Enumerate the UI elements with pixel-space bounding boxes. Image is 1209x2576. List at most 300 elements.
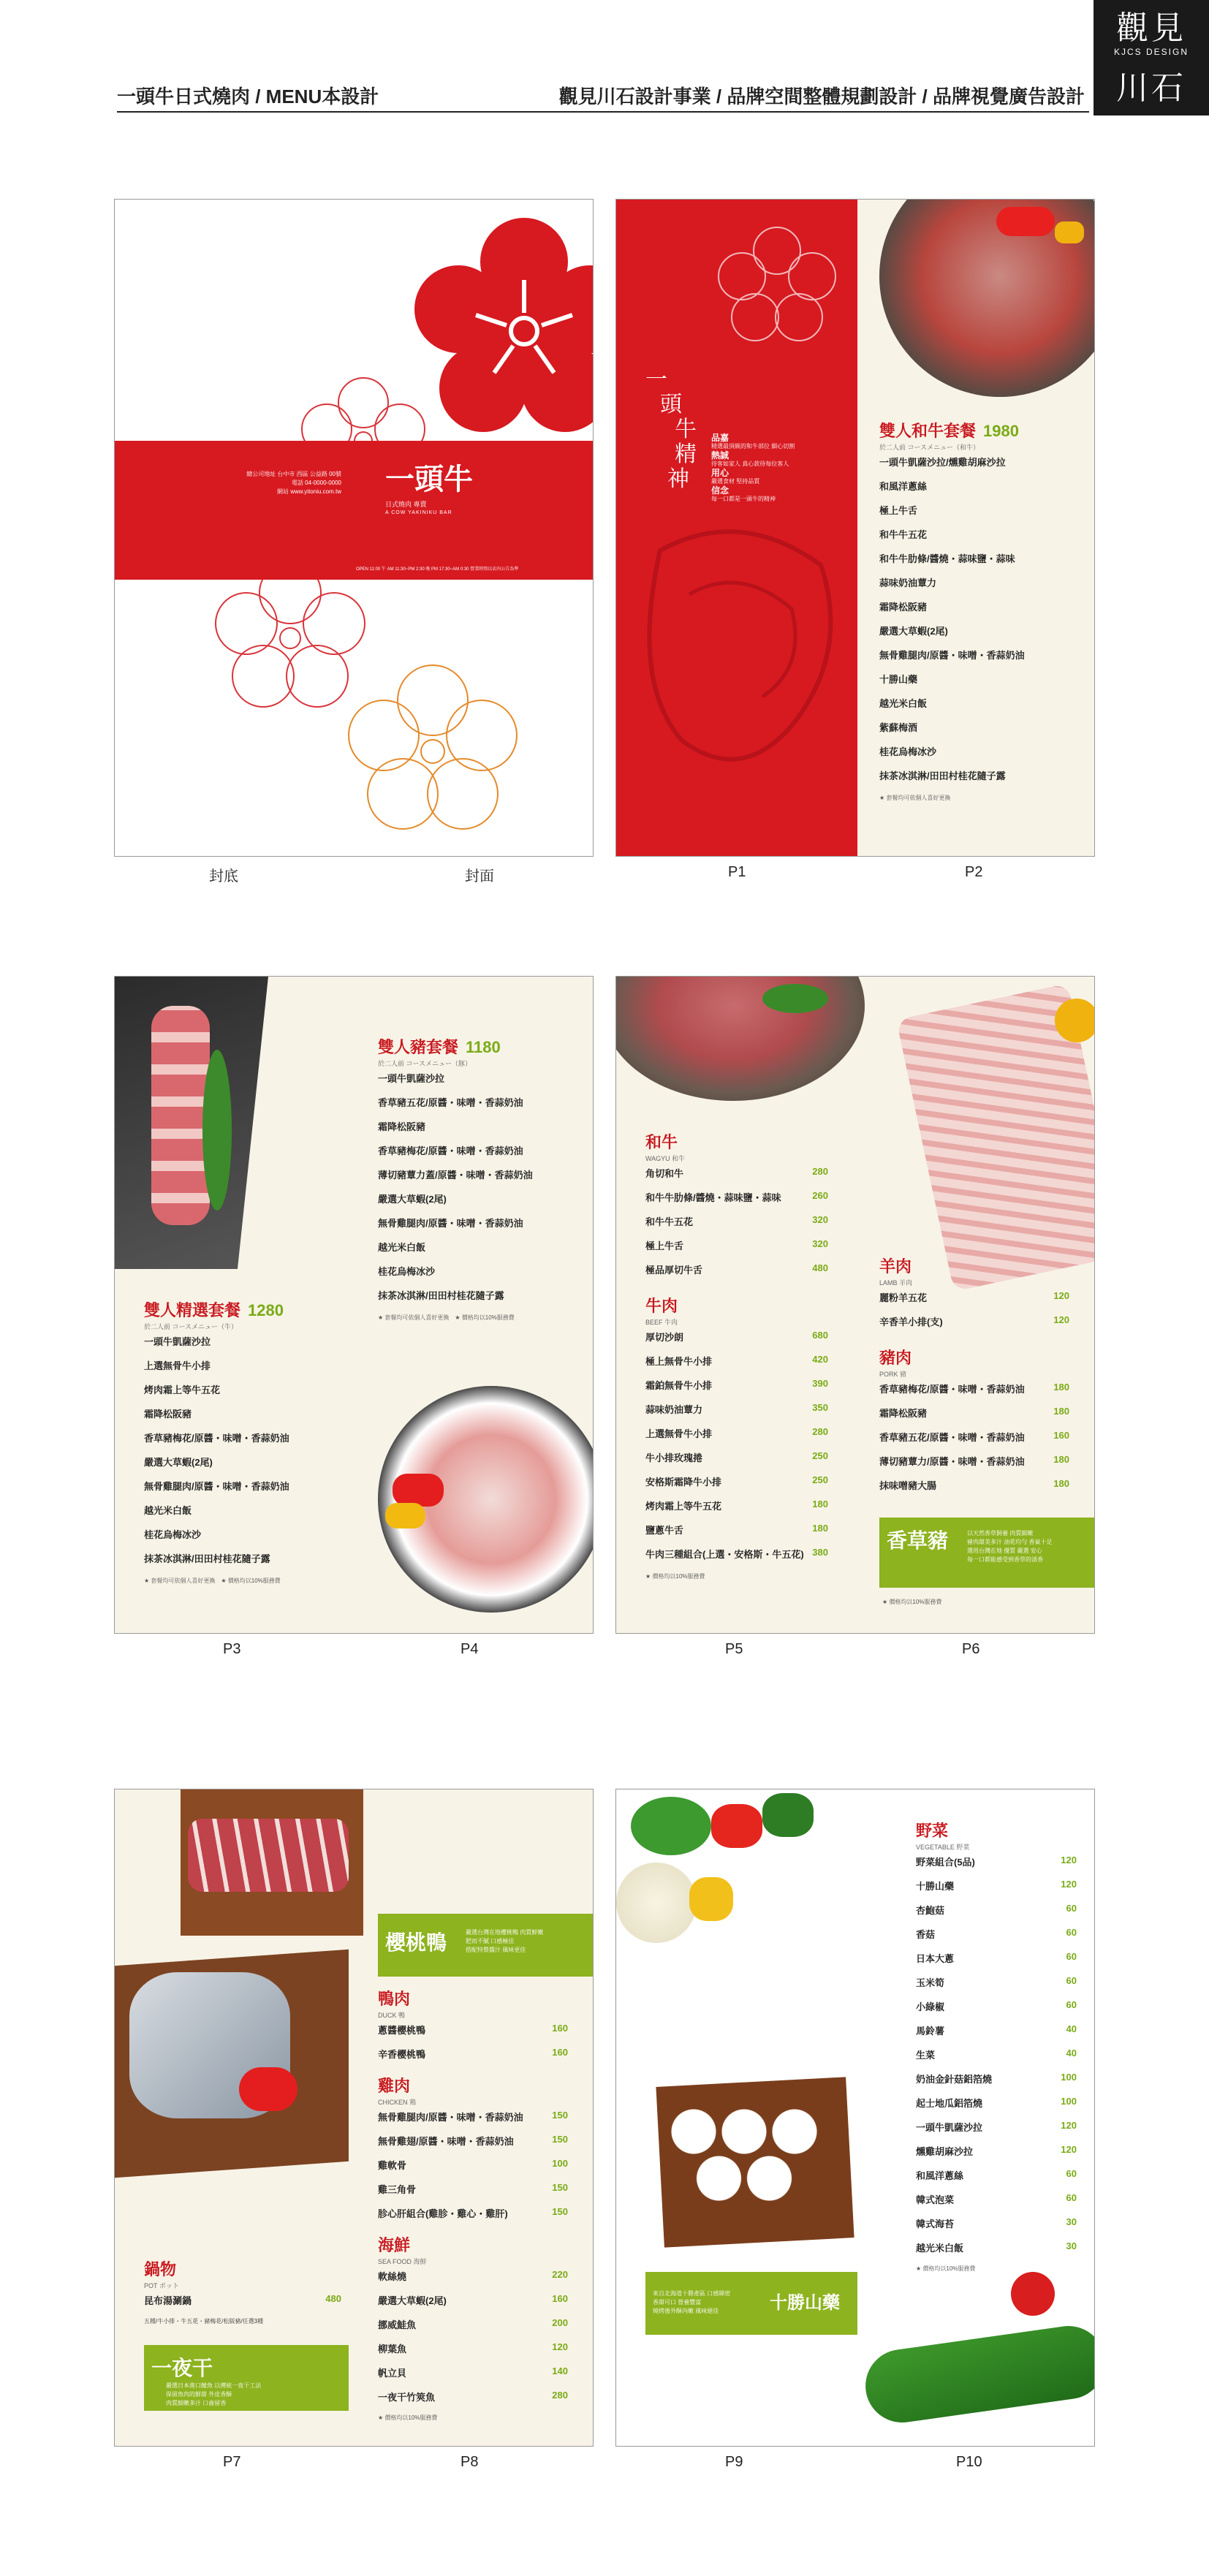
menu-item-price: 180 — [1053, 1478, 1069, 1489]
menu-item — [144, 2293, 341, 2307]
cover-red-band — [115, 441, 594, 580]
p3-leaf-image — [202, 1050, 232, 1211]
menu-item — [645, 1262, 828, 1276]
p5-menu — [645, 1130, 828, 1580]
cover-contact-line: OPEN 11:00 午 AM 11:30~PM 2:30 晚 PM 17:30~AM 0:30 營業時間以店內公告為準 — [356, 567, 519, 572]
menu-item — [378, 1216, 575, 1230]
menu-item-price: 140 — [552, 2365, 568, 2376]
menu-item — [916, 2168, 1077, 2182]
menu-item — [879, 648, 1077, 662]
menu-item-price: 60 — [1066, 2168, 1077, 2179]
menu-item — [144, 1406, 341, 1420]
menu-item — [879, 455, 1077, 469]
menu-item-price: 100 — [1061, 2096, 1077, 2107]
menu-item-spacer — [144, 1541, 341, 1548]
addr-line: 網站 www.yitoniu.com.tw — [276, 488, 341, 495]
menu-item-spacer — [879, 662, 1077, 669]
menu-item-name: 香菇 — [916, 1929, 936, 1940]
menu-item-spacer — [378, 1254, 575, 1261]
label-p8: P8 — [461, 2454, 479, 2470]
menu-item-spacer — [916, 2182, 1077, 2189]
logo-sub-text: KJCS DESIGN — [1113, 47, 1189, 57]
menu-item — [144, 1334, 341, 1348]
menu-item — [378, 2206, 568, 2220]
menu-item-name: 抹茶冰淇淋/田田村桂花隨子露 — [144, 1553, 270, 1564]
green-text-line: 每一口都能感受到香草的清香 — [967, 1556, 1043, 1563]
menu-item-price: 180 — [812, 1499, 828, 1509]
p4-pepper-image-2 — [385, 1503, 425, 1528]
menu-item-name: 無骨雞腿肉/原醬・味噌・香蒜奶油 — [144, 1481, 289, 1492]
menu-item — [144, 1479, 341, 1493]
menu-item-name: 薄切豬蕈力蓋/原醬・味噌・香蒜奶油 — [378, 1170, 533, 1181]
menu-item-price: 160 — [1053, 1430, 1069, 1441]
menu-item-name: 柳葉魚 — [378, 2344, 407, 2355]
menu-item-name: 野菜組合(5品) — [916, 1857, 975, 1868]
menu-item-name: 蔥醬櫻桃鴨 — [378, 2025, 426, 2036]
green-text-line: 肉質細嫩多汁 口齒留香 — [166, 2400, 227, 2406]
menu-item-name: 上選無骨牛小排 — [144, 1360, 211, 1371]
logo-bottom-text: 川石 — [1116, 69, 1186, 107]
p9-vegetables-image — [616, 1789, 835, 1980]
p8-duck-list — [378, 2023, 568, 2068]
menu-item — [879, 1406, 1069, 1420]
menu-item-name: 和牛牛五花 — [645, 1216, 694, 1227]
menu-item-name: 抹茶冰淇淋/田田村桂花隨子露 — [378, 1290, 504, 1301]
menu-item-name: 越光米白飯 — [144, 1505, 192, 1516]
label-p10: P10 — [956, 2454, 982, 2470]
menu-item — [916, 2216, 1077, 2230]
menu-item — [879, 1478, 1069, 1492]
menu-item — [645, 1214, 828, 1228]
menu-item — [879, 720, 1077, 734]
menu-item-spacer — [378, 2148, 568, 2155]
p8-chicken-sub: CHICKEN 鶏 — [378, 2099, 417, 2106]
p4-item-list — [378, 1071, 575, 1309]
p6-green-text — [967, 1529, 1091, 1564]
menu-item-spacer — [378, 1157, 575, 1164]
menu-item — [916, 2120, 1077, 2134]
menu-item-price: 420 — [812, 1354, 828, 1365]
menu-item-spacer — [879, 469, 1077, 476]
menu-item-price: 60 — [1066, 1927, 1077, 1938]
menu-item-name: 奶油金針菇鋁箔燒 — [916, 2074, 993, 2085]
menu-item — [378, 1264, 575, 1278]
menu-item-name: 上選無骨牛小排 — [645, 1428, 713, 1439]
menu-item — [879, 575, 1077, 589]
poem-heading: 品嘉 — [711, 433, 729, 443]
menu-item-name: 和牛牛五花 — [879, 529, 928, 540]
menu-item-spacer — [378, 2124, 568, 2131]
menu-item-price: 380 — [812, 1547, 828, 1558]
label-p4: P4 — [461, 1641, 479, 1657]
p3-item-list — [144, 1334, 341, 1572]
menu-item — [378, 1095, 575, 1109]
p10-note: ★ 價格均以10%服務費 — [916, 2265, 976, 2272]
p4-pepper-image — [393, 1474, 444, 1507]
menu-item — [916, 2192, 1077, 2206]
menu-item-name: 桂花烏梅冰沙 — [144, 1529, 202, 1540]
p5-beef-title: 牛肉 — [645, 1297, 678, 1315]
menu-item-spacer — [378, 1205, 575, 1213]
menu-item-spacer — [378, 1109, 575, 1116]
menu-item-name: 無骨雞腿肉/原醬・味噌・香蒜奶油 — [879, 650, 1025, 661]
menu-item-name: 桂花烏梅冰沙 — [378, 1266, 436, 1277]
menu-item-price: 150 — [552, 2182, 568, 2193]
menu-item — [879, 744, 1077, 758]
menu-item-spacer — [645, 1537, 828, 1544]
logo-top-text: 觀見 — [1116, 10, 1186, 47]
outline-flower-graphic-3 — [334, 653, 531, 850]
menu-item-price: 480 — [325, 2293, 341, 2304]
menu-item-name: 香草豬梅花/原醬・味噌・香蒜奶油 — [144, 1433, 289, 1444]
menu-item — [645, 1547, 828, 1561]
menu-item-spacer — [879, 734, 1077, 741]
menu-item-price: 180 — [1053, 1406, 1069, 1417]
menu-item-price: 680 — [812, 1330, 828, 1341]
poem-line: 嚴選食材 堅持品質 — [711, 478, 760, 485]
p3-set-price: 1280 — [248, 1301, 284, 1319]
menu-item-price: 250 — [812, 1474, 828, 1485]
menu-item-name: 極品厚切牛舌 — [645, 1265, 703, 1276]
menu-item-spacer — [144, 1444, 341, 1452]
p7-green-panel — [144, 2345, 349, 2411]
green-text-line: 以天然香草飼養 肉質細嫩 — [967, 1530, 1034, 1537]
menu-item-name: 雞三角骨 — [378, 2184, 417, 2195]
menu-item — [916, 2096, 1077, 2110]
p1-title-char: 精 — [675, 442, 697, 467]
menu-item-price: 160 — [552, 2293, 568, 2304]
cauliflower-image — [616, 1863, 697, 1943]
p6-note: ★ 價格均以10%服務費 — [882, 1599, 942, 1605]
addr-line: 電話 04-0000-0000 — [291, 480, 341, 486]
p8-seafood-list — [378, 2269, 568, 2411]
p6-green-title: 香草豬 — [887, 1528, 949, 1553]
menu-item-spacer — [378, 2061, 568, 2068]
menu-item-name: 越光米白飯 — [916, 2243, 964, 2254]
menu-item — [378, 2365, 568, 2379]
p8-menu — [378, 1987, 568, 2422]
menu-item — [645, 1523, 828, 1537]
menu-item-name: 麗粉羊五花 — [879, 1292, 928, 1303]
menu-item-price: 100 — [552, 2158, 568, 2169]
menu-item-name: 嚴選大草蝦(2尾) — [879, 626, 948, 637]
menu-item-name: 香草豬五花/原醬・味噌・香蒜奶油 — [378, 1097, 523, 1108]
menu-item-name: 一頭牛凱薩沙拉 — [378, 1073, 445, 1084]
menu-item-name: 馬鈴薯 — [916, 2026, 945, 2037]
menu-item-spacer — [645, 1204, 828, 1211]
menu-item-spacer — [916, 1941, 1077, 1948]
p5-wagyu-title: 和牛 — [645, 1133, 678, 1151]
poem-line: 待客如家人 真心款待每位客人 — [711, 461, 789, 467]
menu-item — [144, 1527, 341, 1541]
menu-item-spacer — [645, 1512, 828, 1520]
menu-item-spacer — [378, 1085, 575, 1092]
menu-item-name: 嚴選大草蝦(2尾) — [378, 1194, 447, 1205]
label-p2: P2 — [965, 864, 983, 880]
menu-item — [879, 768, 1077, 782]
menu-item — [645, 1166, 828, 1180]
menu-item-price: 60 — [1066, 1951, 1077, 1962]
menu-item-price: 150 — [552, 2206, 568, 2217]
menu-item-name: 霜降松阪豬 — [378, 1121, 426, 1132]
menu-item-name: 安格斯霜降牛小排 — [645, 1477, 722, 1488]
menu-item-name: 辛香羊小排(支) — [879, 1317, 943, 1327]
menu-item-name: 蒜味奶油蕈力 — [645, 1404, 703, 1415]
menu-item — [916, 1975, 1077, 1989]
menu-item-price: 30 — [1066, 2216, 1077, 2227]
menu-item-spacer — [879, 541, 1077, 548]
menu-item — [378, 1071, 575, 1085]
p4-set-title: 雙人豬套餐 — [378, 1038, 459, 1056]
label-p3: P3 — [223, 1641, 241, 1657]
menu-item-name: 一夜干竹筴魚 — [378, 2392, 436, 2403]
menu-item — [378, 2293, 568, 2307]
poem-heading: 信念 — [711, 485, 729, 496]
menu-item-name: 越光米白飯 — [378, 1242, 426, 1253]
menu-item — [879, 1314, 1069, 1328]
menu-item-spacer — [645, 1416, 828, 1423]
menu-item-price: 120 — [1061, 2144, 1077, 2155]
header-left-title: 一頭牛日式燒肉 / MENU本設計 — [117, 86, 379, 107]
menu-item — [645, 1354, 828, 1368]
p3-p4-spread — [114, 976, 594, 1634]
menu-item-price: 280 — [812, 1426, 828, 1437]
menu-item-price: 150 — [552, 2134, 568, 2145]
p5-wagyu-list — [645, 1166, 828, 1284]
menu-item-spacer — [916, 2230, 1077, 2238]
menu-item-spacer — [916, 1893, 1077, 1900]
menu-item-name: 厚切沙朗 — [645, 1332, 684, 1343]
green-text-line: 香甜可口 營養豐富 — [653, 2299, 702, 2306]
p4-note: ★ 套餐均可依個人喜好更換 ★ 價格均以10%服務費 — [378, 1314, 515, 1321]
menu-item-spacer — [645, 1392, 828, 1399]
label-back-cover: 封底 — [209, 868, 238, 884]
menu-item — [879, 527, 1077, 541]
menu-item-name: 桂花烏梅冰沙 — [879, 746, 937, 757]
p9-p10-spread — [615, 1789, 1095, 2447]
menu-item-spacer — [144, 2307, 341, 2314]
menu-item-price: 220 — [552, 2269, 568, 2280]
menu-item-spacer — [879, 637, 1077, 645]
menu-item — [378, 1240, 575, 1254]
green-text-line: 保留魚肉的鮮甜 外皮香酥 — [166, 2391, 232, 2398]
menu-item-spacer — [916, 2158, 1077, 2165]
menu-item-spacer — [144, 1420, 341, 1428]
menu-item — [916, 1879, 1077, 1893]
menu-item-name: 無骨雞翅/原醬・味噌・香蒜奶油 — [378, 2136, 514, 2147]
p5-p6-spread — [615, 976, 1095, 1634]
menu-item-name: 雞軟骨 — [378, 2160, 407, 2171]
p10-red-pepper-image — [1011, 2272, 1055, 2316]
poem-heading: 熱誠 — [711, 450, 729, 461]
menu-item-name: 一頭牛凱薩沙拉 — [144, 1336, 211, 1347]
p6-pepper-image — [1055, 999, 1095, 1042]
menu-item — [144, 1431, 341, 1444]
menu-item-spacer — [144, 1396, 341, 1403]
p7-duck-slices-image — [188, 1819, 349, 1892]
menu-item-name: 玉米筍 — [916, 1977, 945, 1988]
p8-duck-sub: DUCK 鴨 — [378, 2012, 406, 2019]
menu-item — [916, 2240, 1077, 2254]
menu-item-name: 帆立貝 — [378, 2368, 407, 2379]
menu-item-price: 120 — [1053, 1290, 1069, 1301]
p8-chicken-title: 雞肉 — [378, 2077, 411, 2095]
menu-item — [879, 1382, 1069, 1395]
p8-duck-green-title: 櫻桃鴨 — [385, 1931, 447, 1955]
menu-item — [378, 1119, 575, 1133]
menu-item-spacer — [879, 1444, 1069, 1451]
menu-item-name: 蒜味奶油蕈力 — [879, 577, 937, 588]
menu-item-price: 30 — [1066, 2240, 1077, 2251]
p1-title-char: 頭 — [660, 392, 682, 417]
menu-item — [879, 479, 1077, 493]
menu-item-spacer — [378, 2283, 568, 2290]
menu-item-name: 一頭牛凱薩沙拉/燻雞胡麻沙拉 — [879, 457, 1006, 468]
menu-item — [144, 1455, 341, 1469]
p3-menu — [144, 1298, 341, 1585]
addr-line: 總公司地址 台中市 西區 公益路 00號 — [246, 471, 341, 477]
menu-item-spacer — [916, 1989, 1077, 1996]
menu-item — [144, 1358, 341, 1372]
p8-duck-green-panel — [378, 1914, 594, 1977]
p6-lamb-title: 羊肉 — [879, 1257, 912, 1276]
menu-item-price: 100 — [1061, 2072, 1077, 2083]
cover-spread — [114, 199, 594, 857]
menu-item-spacer — [879, 1328, 1069, 1336]
menu-item — [645, 1190, 828, 1204]
menu-item-spacer — [144, 1372, 341, 1379]
menu-item-spacer — [879, 517, 1077, 524]
menu-item-name: 抹味噌豬大腸 — [879, 1480, 937, 1491]
p7-hotpot-title: 鍋物 — [144, 2260, 177, 2278]
menu-item-spacer — [916, 2037, 1077, 2045]
p8-seafood-title: 海鮮 — [378, 2236, 411, 2254]
p9-yam-slices-image — [660, 2096, 828, 2213]
header-right-title: 觀見川石設計事業 / 品牌空間整體規劃設計 / 品牌視覺廣告設計 — [558, 86, 1085, 107]
menu-item-spacer — [645, 1252, 828, 1259]
menu-item-spacer — [916, 2134, 1077, 2141]
menu-item — [879, 551, 1077, 565]
p6-lamb-sub: LAMB 羊肉 — [879, 1279, 913, 1287]
menu-item — [378, 2317, 568, 2331]
menu-item-spacer — [645, 1368, 828, 1375]
menu-item-spacer — [378, 2196, 568, 2203]
menu-item-name: 和風洋蔥絲 — [879, 481, 928, 492]
p7-menu — [144, 2257, 341, 2327]
p6-pork-sub: PORK 豬 — [879, 1371, 907, 1378]
menu-item-spacer — [879, 710, 1077, 717]
menu-item-name: 和風洋蔥絲 — [916, 2170, 964, 2181]
menu-item-spacer — [144, 1348, 341, 1355]
menu-item — [916, 1855, 1077, 1868]
menu-item-spacer — [378, 2331, 568, 2338]
menu-item-price: 260 — [812, 1190, 828, 1201]
p10-veg-list — [916, 1855, 1077, 2262]
menu-item-price: 180 — [1053, 1382, 1069, 1393]
menu-item-name: 極上無骨牛小排 — [645, 1356, 713, 1367]
p4-set-sub: 於二人前 コースメニュー（豚） — [378, 1060, 472, 1067]
menu-item-name: 軟絲燒 — [378, 2271, 407, 2282]
p9-green-panel — [645, 2272, 857, 2335]
menu-item-spacer — [378, 2037, 568, 2044]
menu-item-spacer — [645, 1488, 828, 1496]
menu-item — [378, 1167, 575, 1181]
cover-brand-en: A COW YAKINIKU BAR — [385, 510, 452, 515]
menu-item-spacer — [879, 1468, 1069, 1475]
menu-item-name: 胗心肝組合(雞胗・雞心・雞肝) — [378, 2208, 508, 2219]
menu-item-spacer — [144, 1493, 341, 1500]
menu-item-name: 鹽蔥牛舌 — [645, 1525, 684, 1536]
menu-item-spacer — [645, 1276, 828, 1284]
green-text-line: 搭配特製醬汁 風味更佳 — [466, 1947, 526, 1953]
menu-item-price: 150 — [552, 2110, 568, 2121]
menu-item-spacer — [378, 2220, 568, 2227]
menu-item — [916, 1903, 1077, 1917]
menu-item — [144, 1551, 341, 1565]
p2-set-sub: 於二人前 コースメニュー（和牛） — [879, 444, 980, 451]
p8-duck-green-text — [466, 1928, 590, 1955]
menu-item-price: 250 — [812, 1450, 828, 1461]
menu-item-spacer — [378, 2355, 568, 2363]
menu-item — [378, 2158, 568, 2172]
menu-item — [916, 2023, 1077, 2037]
menu-item-spacer — [378, 1278, 575, 1285]
menu-item-name: 極上牛舌 — [645, 1240, 684, 1251]
menu-item-spacer — [378, 2307, 568, 2314]
menu-item-name: 小綠椒 — [916, 2001, 945, 2012]
menu-item-name: 韓式海苔 — [916, 2219, 955, 2230]
menu-item-price: 60 — [1066, 2192, 1077, 2203]
p1-p2-spread — [615, 199, 1095, 857]
menu-item-name: 無骨雞腿肉/原醬・味噌・香蒜奶油 — [378, 1218, 523, 1229]
p7-hotpot-sub: POT ポット — [144, 2282, 179, 2289]
menu-item-price: 160 — [552, 2023, 568, 2034]
menu-item-name: 牛肉三種組合(上選・安格斯・牛五花) — [645, 1549, 804, 1560]
menu-item-price: 180 — [812, 1523, 828, 1534]
menu-item-name: 嚴選大草蝦(2尾) — [144, 1457, 213, 1468]
kjcs-logo — [1094, 0, 1209, 115]
p6-lamb-list — [879, 1290, 1069, 1336]
menu-item — [916, 2047, 1077, 2061]
p3-set-title: 雙人精選套餐 — [144, 1301, 241, 1319]
menu-item-spacer — [378, 1230, 575, 1237]
p4-set-price: 1180 — [466, 1038, 501, 1056]
menu-item-name: 十勝山藥 — [879, 674, 918, 685]
menu-item-price: 180 — [1053, 1454, 1069, 1465]
menu-item-spacer — [378, 2172, 568, 2179]
menu-item — [879, 696, 1077, 710]
p10-menu — [916, 1819, 1077, 2273]
menu-item-price: 120 — [1061, 1879, 1077, 1890]
menu-item-spacer — [879, 589, 1077, 596]
p5-herb-image — [762, 984, 828, 1013]
menu-item-price: 60 — [1066, 1903, 1077, 1914]
menu-item-name: 霜降松阪豬 — [144, 1409, 192, 1420]
menu-item-spacer — [916, 1965, 1077, 1972]
menu-item-price: 120 — [1061, 2120, 1077, 2131]
p9-green-text — [653, 2289, 770, 2316]
menu-item-spacer — [879, 1420, 1069, 1427]
menu-item-name: 日本大蔥 — [916, 1953, 955, 1964]
green-text-line: 嚴選日本進口鯖魚 以傳統一夜干工法 — [166, 2382, 262, 2389]
p2-set-price: 1980 — [983, 422, 1019, 440]
p5-beef-sub: BEEF 牛肉 — [645, 1319, 678, 1326]
menu-item — [378, 2110, 568, 2124]
p1-title-vertical — [645, 368, 704, 492]
menu-item-name: 挪威鮭魚 — [378, 2319, 417, 2330]
green-text-line: 肥而不膩 口感極佳 — [466, 1938, 515, 1944]
p7-green-title: 一夜干 — [151, 2356, 213, 2380]
